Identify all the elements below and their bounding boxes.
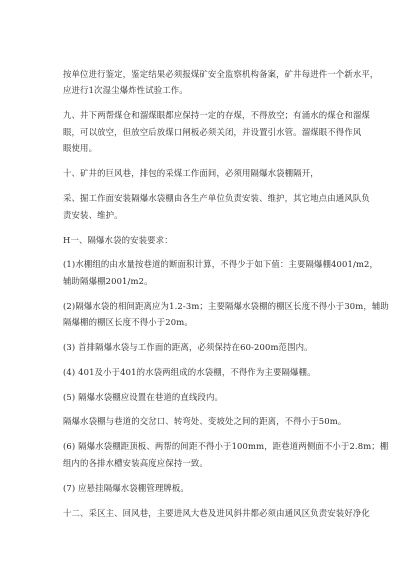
text-line: (1)水棚组的由水量按巷道的断面积计算，不得少于如下值：主要隔爆棚4001/m2， bbox=[63, 259, 379, 269]
text-line: (7) 应悬挂隔爆水袋棚管理牌板。 bbox=[63, 483, 189, 493]
text-line: 责安装、维护。 bbox=[63, 210, 123, 220]
text-line: 九、井下两帮煤仓和溜煤眼都应保持一定的存煤，不得放空；有涌水的煤仓和溜煤 bbox=[63, 110, 370, 120]
text-line: (2)隔爆水袋的相间距离应为1.2-3m；主要隔爆水袋棚的棚区长度不得小于30m，辅助 bbox=[63, 301, 389, 311]
text-line: 辅助隔爆棚2001/m2。 bbox=[63, 276, 153, 286]
text-line: 隔爆棚的棚区长度不得小于20m。 bbox=[63, 317, 193, 327]
text-line: (3) 首排隔爆水袋与工作面的距离，必须保持在60-200m范围内。 bbox=[63, 342, 313, 352]
text-line: 应进行1次湿尘爆炸性试验工作。 bbox=[63, 85, 188, 95]
section-heading: H一、隔爆水袋的安装要求： bbox=[63, 235, 173, 245]
text-line: (4) 401及小于401的水袋两组成的水袋棚，不得作为主要隔爆棚。 bbox=[63, 367, 316, 377]
text-line: (6) 隔爆水袋棚距顶板、两帮的间距不得小于100mm，距巷道两侧面不小于2.8m；棚 bbox=[63, 441, 389, 451]
text-line: 采、掘工作面安装隔爆水袋棚由各生产单位负责安装、维护，其它地点由通风队负 bbox=[63, 193, 370, 203]
text-line: (5) 隔爆水袋棚应设置在巷道的直线段内。 bbox=[63, 392, 224, 402]
text-line: 眼，可以放空，但放空后放煤口闸板必须关闭，并设置引水管。溜煤眼不得作风 bbox=[63, 127, 362, 137]
text-line: 按单位进行鉴定，鉴定结果必须报煤矿安全监察机构备案，矿井每进件一个新水平， bbox=[63, 69, 379, 79]
text-line: 十、矿井的巨风巷，排包的采煤工作面间，必须用隔爆水袋棚隔开， bbox=[63, 168, 319, 178]
text-line: 眼使用。 bbox=[63, 143, 98, 153]
text-line: 隔爆水袋棚与巷道的交岔口、转弯处、变坡处之间的距离，不得小于50m。 bbox=[63, 416, 347, 426]
text-line: 组内的各排水槽安装高度应保持一致。 bbox=[63, 458, 208, 468]
text-line: 十二、采区主、回风巷，主要进风大巷及进风斜井都必须由通风区负责安装好净化 bbox=[63, 508, 370, 518]
